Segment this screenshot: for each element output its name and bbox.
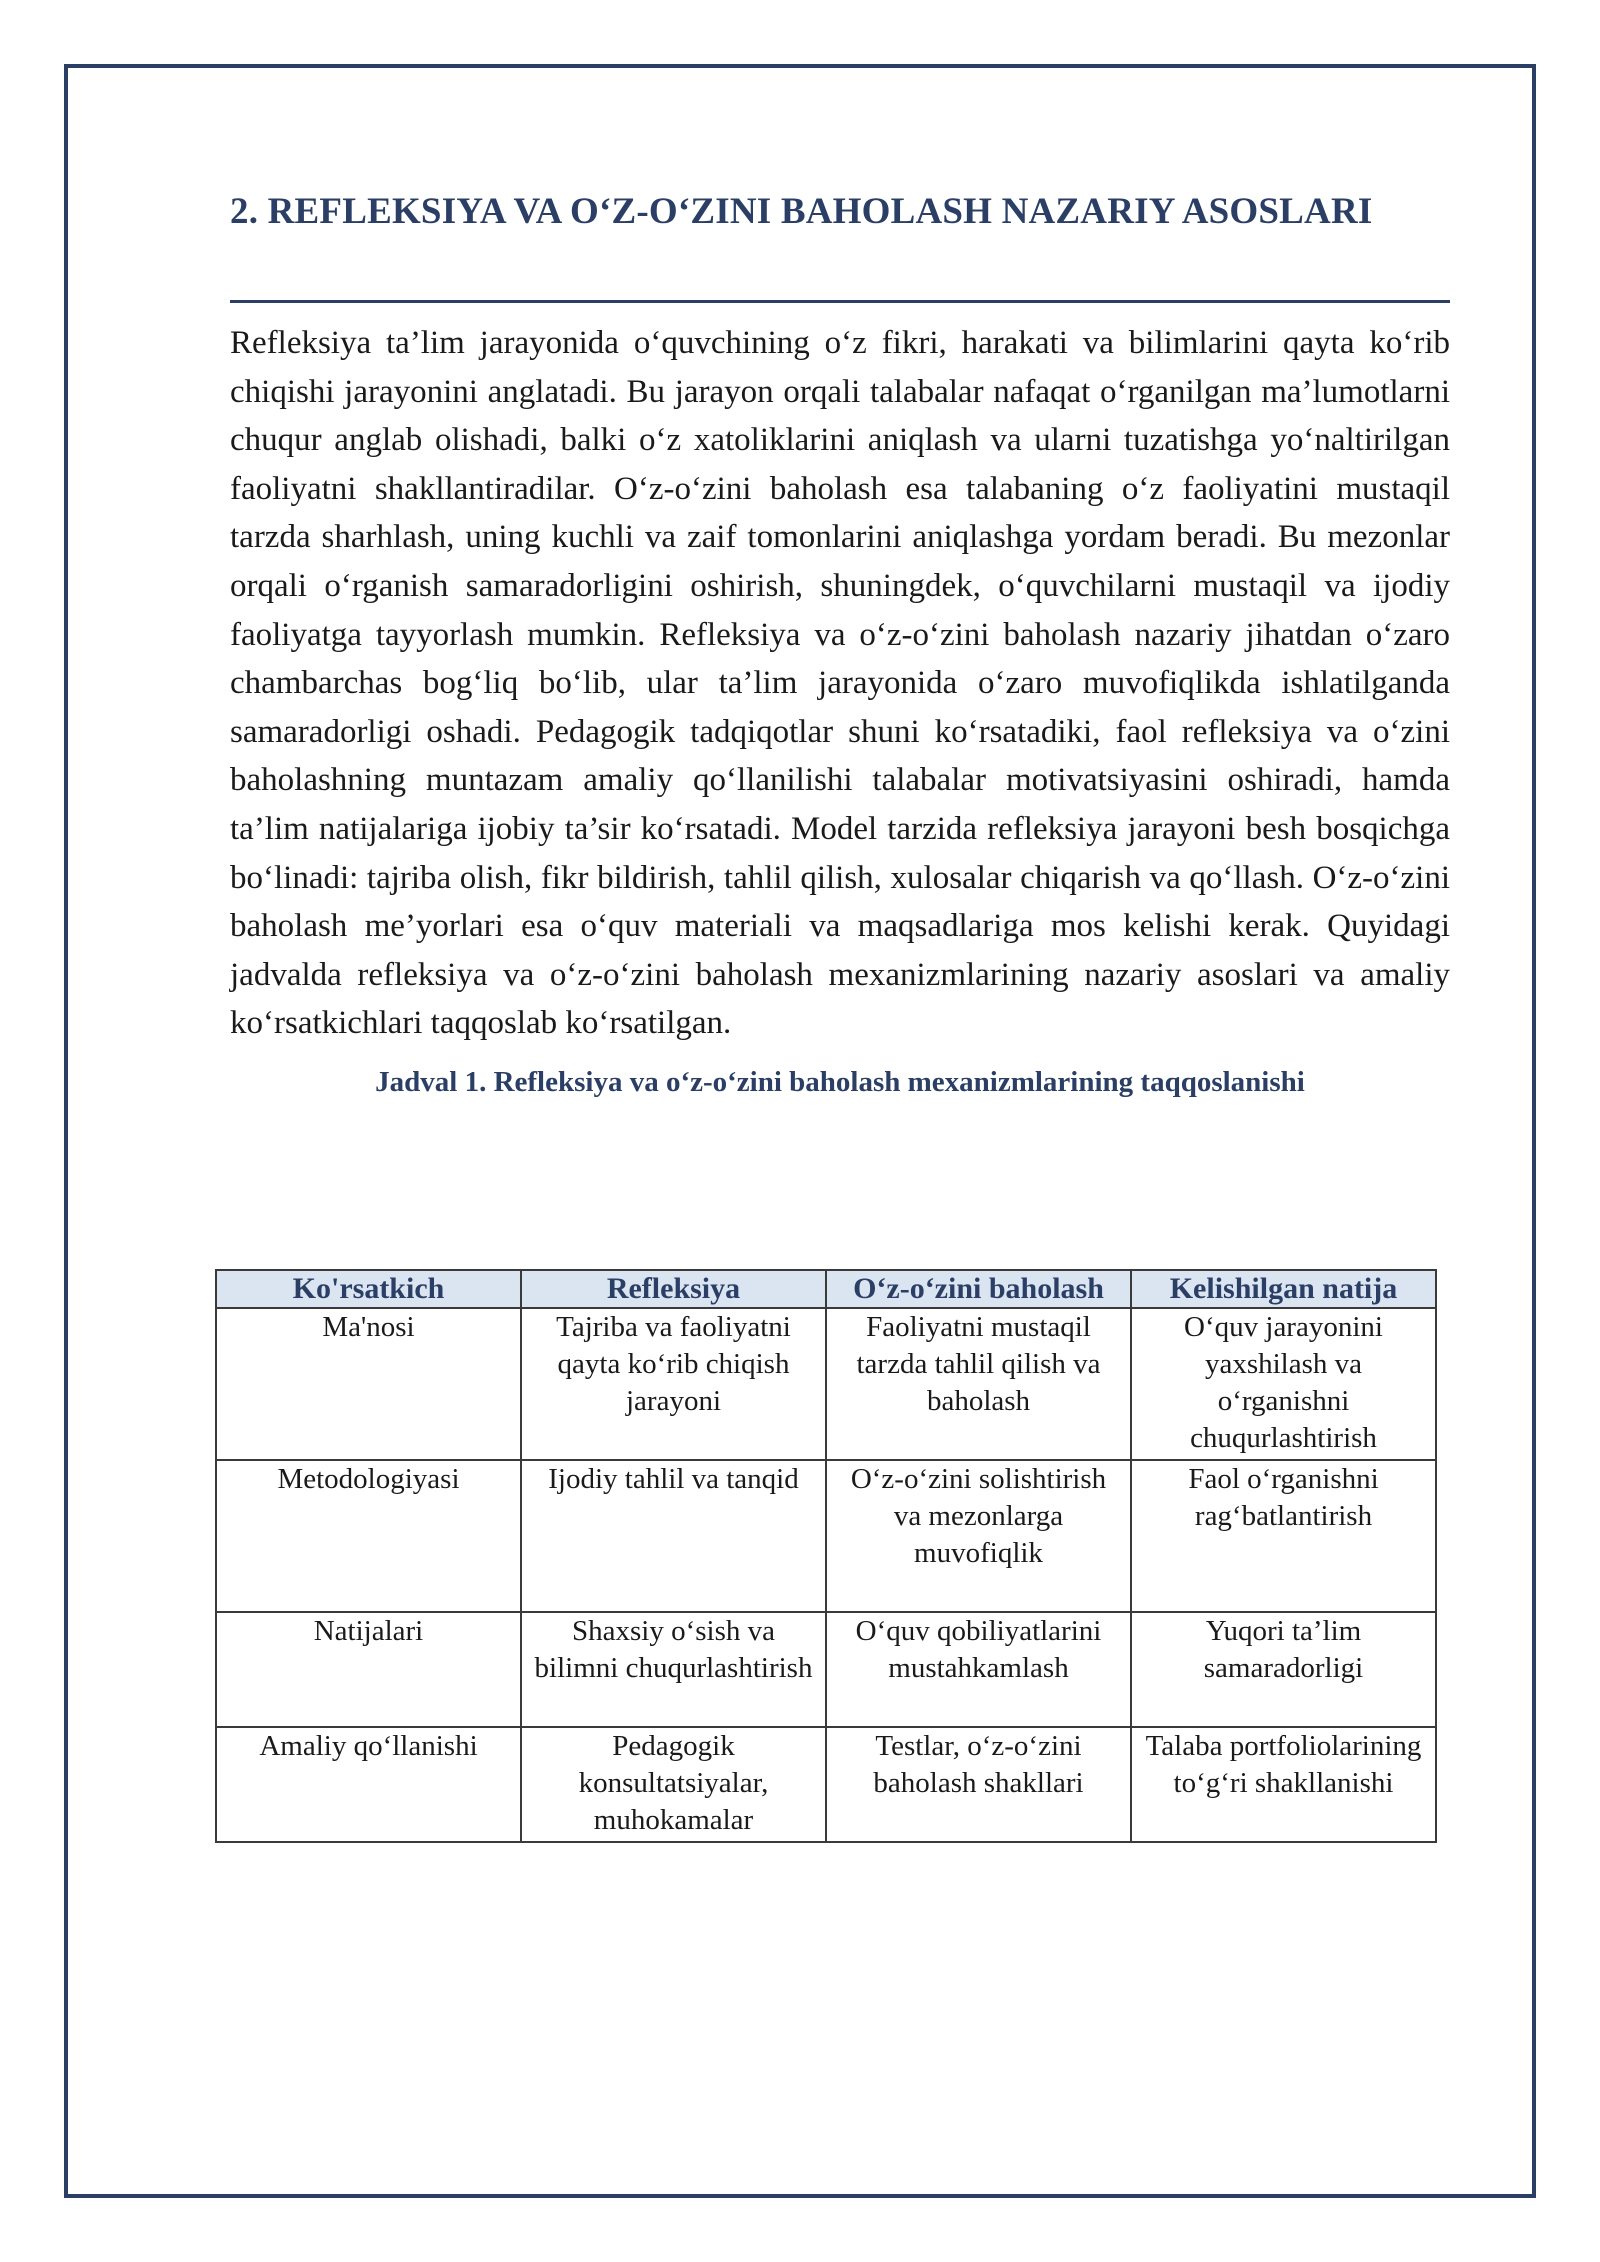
column-header: Refleksiya <box>521 1270 826 1308</box>
table-cell: Faoliyatni mustaqil tarzda tahlil qilish va baholash <box>826 1308 1131 1460</box>
table-cell: O‘quv qobiliyatlarini mustahkamlash <box>826 1612 1131 1727</box>
table-cell: Tajriba va faoliyatni qayta ko‘rib chiqish jarayoni <box>521 1308 826 1460</box>
table-cell: Pedagogik konsultatsiyalar, muhokamalar <box>521 1727 826 1842</box>
heading-divider <box>230 300 1450 303</box>
body-paragraph: Refleksiya ta’lim jarayonida o‘quvchining o‘z fikri, harakati va bilimlarini qayta ko‘rib chiqishi jarayonini anglatadi. Bu jarayon orqali talabalar nafaqat o‘rganilgan ma’lumotlarni chuqur anglab olishadi, balki o‘z xatoliklarini aniqlash va ularni tuzatishga yo‘naltirilgan faoliyatni shakllantiradilar. O‘z-o‘zini baholash esa talabaning o‘z faoliyatini mustaqil tarzda sharhlash, uning kuchli va zaif tomonlarini aniqlashga yordam beradi. Bu mezonlar orqali o‘rganish samaradorligini oshirish, shuningdek, o‘quvchilarni mustaqil va ijodiy faoliyatga tayyorlash mumkin. Refleksiya va o‘z-o‘zini baholash nazariy jihatdan o‘zaro chambarchas bog‘liq bo‘lib, ular ta’lim jarayonida o‘zaro muvofiqlikda ishlatilganda samaradorligi oshadi. Pedagogik tadqiqotlar shuni ko‘rsatadiki, faol refleksiya va o‘zini baholashning muntazam amaliy qo‘llanilishi talabalar motivatsiyasini oshiradi, hamda ta’lim natijalariga ijobiy ta’sir ko‘rsatadi. Model tarzida refleksiya jarayoni besh bosqichga bo‘linadi: tajriba olish, fikr bildirish, tahlil qilish, xulosalar chiqarish va qo‘llash. O‘z-o‘zini baholash me’yorlari esa o‘quv materiali va maqsadlariga mos kelishi kerak. Quyidagi jadvalda refleksiya va o‘z-o‘zini baholash mexanizmlarining nazariy asoslari va amaliy ko‘rsatkichlari taqqoslab ko‘rsatilgan. <box>230 325 1450 1042</box>
table-cell: Faol o‘rganishni rag‘batlantirish <box>1131 1460 1436 1612</box>
section-content <box>230 185 1450 1102</box>
table-row <box>216 1727 1436 1842</box>
table-cell: Talaba portfoliolarining to‘g‘ri shakllanishi <box>1131 1727 1436 1842</box>
table-cell: O‘quv jarayonini yaxshilash va o‘rganishni chuqurlashtirish <box>1131 1308 1436 1460</box>
column-header: Kelishilgan natija <box>1131 1270 1436 1308</box>
table-row <box>216 1460 1436 1612</box>
table-row <box>216 1612 1436 1727</box>
comparison-table <box>215 1269 1437 1843</box>
column-header: O‘z-o‘zini baholash <box>826 1270 1131 1308</box>
table-cell: Metodologiyasi <box>216 1460 521 1612</box>
table-cell: O‘z-o‘zini solishtirish va mezonlarga muvofiqlik <box>826 1460 1131 1612</box>
table-caption: Jadval 1. Refleksiya va o‘z-o‘zini baholash mexanizmlarining taqqoslanishi <box>375 1065 1305 1098</box>
table-row <box>216 1308 1436 1460</box>
table-cell: Ijodiy tahlil va tanqid <box>521 1460 826 1612</box>
table-cell: Ma'nosi <box>216 1308 521 1460</box>
column-header: Ko'rsatkich <box>216 1270 521 1308</box>
table-cell: Natijalari <box>216 1612 521 1727</box>
table-cell: Amaliy qo‘llanishi <box>216 1727 521 1842</box>
table-cell: Shaxsiy o‘sish va bilimni chuqurlashtirish <box>521 1612 826 1727</box>
table-cell: Testlar, o‘z-o‘zini baholash shakllari <box>826 1727 1131 1842</box>
table-header-row <box>216 1270 1436 1308</box>
table-cell: Yuqori ta’lim samaradorligi <box>1131 1612 1436 1727</box>
section-heading: 2. REFLEKSIYA VA O‘Z-O‘ZINI BAHOLASH NAZARIY ASOSLARI <box>230 191 1373 232</box>
